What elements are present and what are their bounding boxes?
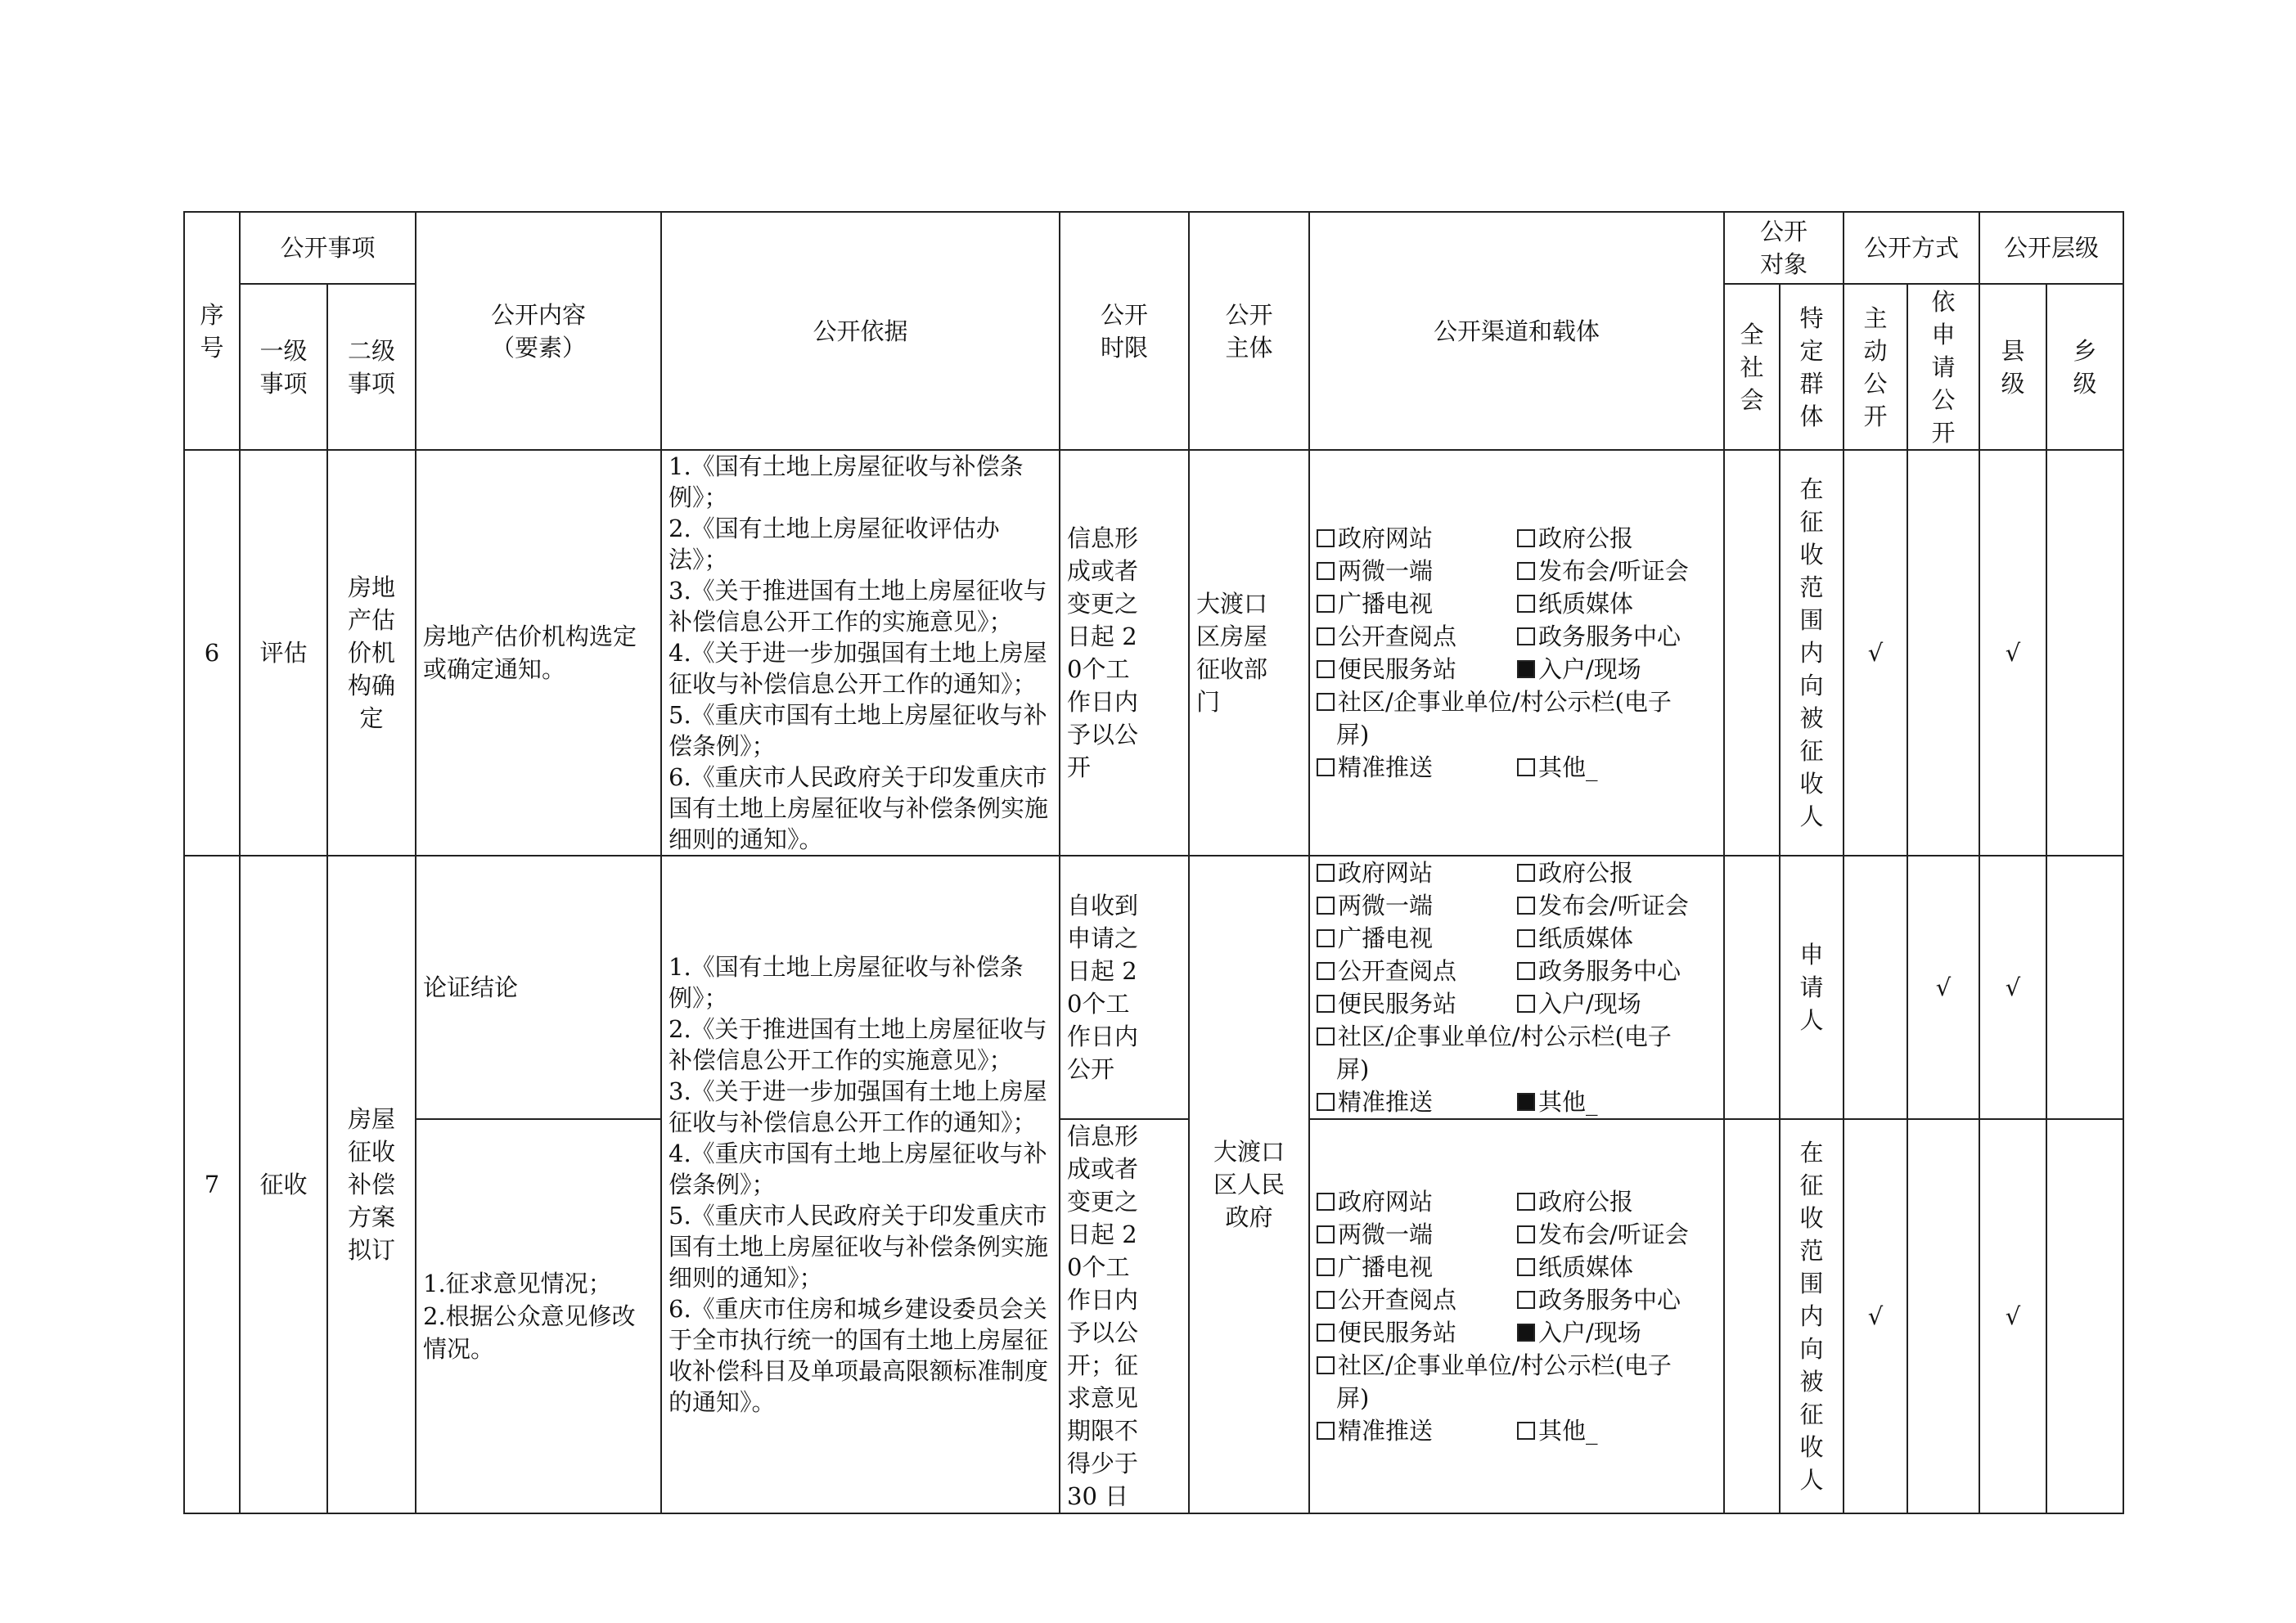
- row6-channels: 政府网站 政府公报 两微一端 发布会/听证会 广播电视 纸质媒体 公开查阅点 政务服务中心 便民服务站 入户/现场 社区/企事业单位/村公示栏(电子 屏) 精准推送 其他_: [1309, 450, 1724, 856]
- row7b-timelimit: 信息形成或者变更之日起 20个工作日内予以公开；征求意见期限不得少于 30 日: [1060, 1119, 1189, 1513]
- disclosure-table: [183, 211, 2124, 1514]
- checkbox-icon: [1317, 1225, 1335, 1243]
- header-subject: 公开主体: [1189, 212, 1309, 450]
- row6-seq: 6: [184, 450, 240, 856]
- checkbox-icon: [1317, 1258, 1335, 1276]
- header-level-town: 乡级: [2046, 284, 2123, 450]
- checkbox-icon: [1317, 1027, 1335, 1045]
- checkbox-icon: [1517, 864, 1535, 882]
- table-row: [184, 856, 2123, 1119]
- row7-level1: 征收: [240, 856, 327, 1513]
- checkbox-icon: [1317, 1193, 1335, 1211]
- checkbox-icon: [1317, 1324, 1335, 1342]
- checkbox-icon: [1317, 758, 1335, 776]
- row7b-target-all: [1724, 1119, 1780, 1513]
- row7a-method-active: [1844, 856, 1907, 1119]
- checkbox-icon: [1317, 595, 1335, 613]
- row7a-timelimit: 自收到申请之日起 20个工作日内公开: [1060, 856, 1189, 1119]
- checkbox-icon: [1317, 693, 1335, 711]
- row7b-method-active: √: [1844, 1119, 1907, 1513]
- row7b-method-apply: [1907, 1119, 1979, 1513]
- row6-method-active: √: [1844, 450, 1907, 856]
- checkbox-icon: [1317, 660, 1335, 678]
- table-row: [184, 1119, 2123, 1513]
- checkbox-checked-icon: [1517, 1093, 1535, 1111]
- checkbox-icon: [1317, 1422, 1335, 1440]
- header-target: 公开对象: [1724, 212, 1844, 284]
- row6-subject: 大渡口区房屋征收部门: [1189, 450, 1309, 856]
- row7a-method-apply: √: [1907, 856, 1979, 1119]
- row6-level-county: √: [1979, 450, 2046, 856]
- header-target-all: 全社会: [1724, 284, 1780, 450]
- checkbox-checked-icon: [1517, 660, 1535, 678]
- row7a-level-town: [2046, 856, 2123, 1119]
- checkbox-icon: [1317, 529, 1335, 547]
- header-level: 公开层级: [1979, 212, 2123, 284]
- row6-basis: 1.《国有土地上房屋征收与补偿条例》； 2.《国有土地上房屋征收评估办法》； 3.《关于推进国有土地上房屋征收与补偿信息公开工作的实施意见》； 4.《关于进一步加强国有土地上房屋征收与补偿信息公开工作的通知》； 5.《重庆市国有土地上房屋征收与补偿条例》； 6.《重庆市人民政府关于印发重庆市国有土地上房屋征收与补偿条例实施细则的通知》。: [661, 450, 1060, 856]
- checkbox-icon: [1317, 562, 1335, 580]
- checkbox-icon: [1517, 595, 1535, 613]
- row6-level-town: [2046, 450, 2123, 856]
- row6-content: 房地产估价机构选定或确定通知。: [416, 450, 661, 856]
- header-level-county: 县级: [1979, 284, 2046, 450]
- checkbox-icon: [1517, 758, 1535, 776]
- row7b-channels: 政府网站 政府公报 两微一端 发布会/听证会 广播电视 纸质媒体 公开查阅点 政务服务中心 便民服务站 入户/现场 社区/企事业单位/村公示栏(电子 屏) 精准推送 其他_: [1309, 1119, 1724, 1513]
- row7a-level-county: √: [1979, 856, 2046, 1119]
- checkbox-icon: [1317, 1093, 1335, 1111]
- row6-target-specific: 在征收范围内向被征收人: [1780, 450, 1844, 856]
- checkbox-icon: [1317, 627, 1335, 645]
- header-timelimit: 公开时限: [1060, 212, 1189, 450]
- checkbox-icon: [1517, 995, 1535, 1013]
- header-method: 公开方式: [1844, 212, 1979, 284]
- header-level1: 一级事项: [240, 284, 327, 450]
- checkbox-icon: [1517, 962, 1535, 980]
- row6-level1: 评估: [240, 450, 327, 856]
- checkbox-icon: [1317, 995, 1335, 1013]
- checkbox-icon: [1517, 929, 1535, 947]
- checkbox-checked-icon: [1517, 1324, 1535, 1342]
- row7-subject: 大渡口区人民政府: [1189, 856, 1309, 1513]
- checkbox-icon: [1517, 627, 1535, 645]
- checkbox-icon: [1317, 1291, 1335, 1309]
- checkbox-icon: [1517, 1193, 1535, 1211]
- checkbox-icon: [1317, 864, 1335, 882]
- checkbox-icon: [1517, 562, 1535, 580]
- header-method-active: 主动公开: [1844, 284, 1907, 450]
- row6-level2: 房地产估价机构确定: [327, 450, 416, 856]
- header-content: 公开内容（要素）: [416, 212, 661, 450]
- row7-seq: 7: [184, 856, 240, 1513]
- row7a-content: 论证结论: [416, 856, 661, 1119]
- row7-level2: 房屋征收补偿方案拟订: [327, 856, 416, 1513]
- checkbox-icon: [1517, 1291, 1535, 1309]
- checkbox-icon: [1517, 897, 1535, 915]
- checkbox-icon: [1317, 962, 1335, 980]
- row7b-level-town: [2046, 1119, 2123, 1513]
- row6-method-apply: [1907, 450, 1979, 856]
- row7b-level-county: √: [1979, 1119, 2046, 1513]
- checkbox-icon: [1317, 1356, 1335, 1374]
- row7-basis: 1.《国有土地上房屋征收与补偿条例》； 2.《关于推进国有土地上房屋征收与补偿信息公开工作的实施意见》； 3.《关于进一步加强国有土地上房屋征收与补偿信息公开工作的通知》； 4.《重庆市国有土地上房屋征收与补偿条例》； 5.《重庆市人民政府关于印发重庆市国有土地上房屋征收与补偿条例实施细则的通知》； 6.《重庆市住房和城乡建设委员会关于全市执行统一的国有土地上房屋征收补偿科目及单项最高限额标准制度的通知》。: [661, 856, 1060, 1513]
- row6-target-all: [1724, 450, 1780, 856]
- row7a-target-specific: 申请人: [1780, 856, 1844, 1119]
- row7b-target-specific: 在征收范围内向被征收人: [1780, 1119, 1844, 1513]
- checkbox-icon: [1517, 1225, 1535, 1243]
- row6-timelimit: 信息形成或者变更之日起 20个工作日内予以公开: [1060, 450, 1189, 856]
- checkbox-icon: [1317, 897, 1335, 915]
- header-basis: 公开依据: [661, 212, 1060, 450]
- header-seq: 序号: [184, 212, 240, 450]
- row7a-channels: 政府网站 政府公报 两微一端 发布会/听证会 广播电视 纸质媒体 公开查阅点 政务服务中心 便民服务站 入户/现场 社区/企事业单位/村公示栏(电子 屏) 精准推送 其他_: [1309, 856, 1724, 1119]
- checkbox-icon: [1517, 1258, 1535, 1276]
- header-channels: 公开渠道和载体: [1309, 212, 1724, 450]
- header-target-specific: 特定群体: [1780, 284, 1844, 450]
- checkbox-icon: [1517, 529, 1535, 547]
- checkbox-icon: [1317, 929, 1335, 947]
- checkbox-icon: [1517, 1422, 1535, 1440]
- row7a-target-all: [1724, 856, 1780, 1119]
- header-level2: 二级事项: [327, 284, 416, 450]
- row7b-content: 1.征求意见情况； 2.根据公众意见修改情况。: [416, 1119, 661, 1513]
- header-method-apply: 依申请公开: [1907, 284, 1979, 450]
- header-matters: 公开事项: [240, 212, 416, 284]
- table-row: [184, 450, 2123, 856]
